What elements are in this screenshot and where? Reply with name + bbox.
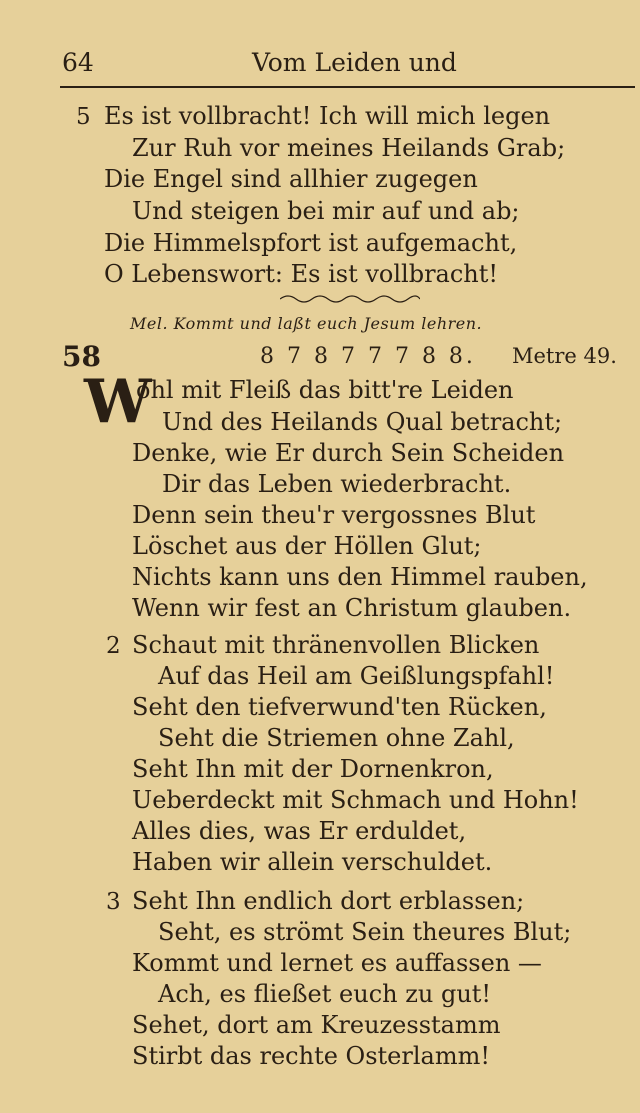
verse-line: Ueberdeckt mit Schmach und Hohn! [132, 786, 579, 814]
verse-number: 5 [76, 104, 91, 130]
verse-line: Wenn wir fest an Christum glauben. [132, 594, 572, 622]
verse-line: Auf das Heil am Geißlungspfahl! [158, 662, 555, 690]
verse-line: Schaut mit thränenvollen Blicken [132, 631, 540, 659]
hymn-number: 58 [62, 340, 101, 373]
verse-line: Stirbt das rechte Osterlamm! [132, 1042, 490, 1070]
verse-number: 2 [106, 633, 121, 659]
verse-line: Denn sein theu'r vergossnes Blut [132, 501, 536, 529]
verse-line: Alles dies, was Er erduldet, [132, 817, 467, 845]
verse-line: Zur Ruh vor meines Heilands Grab; [132, 134, 566, 162]
drop-cap: W [84, 367, 152, 437]
verse-line: Nichts kann uns den Himmel rauben, [132, 563, 588, 591]
verse-line: Löschet aus der Höllen Glut; [132, 532, 482, 560]
verse-line: O Lebenswort: Es ist vollbracht! [104, 260, 499, 288]
verse-line: Es ist vollbracht! Ich will mich legen [104, 102, 551, 130]
verse-line: Seht die Striemen ohne Zahl, [158, 724, 515, 752]
verse-line: Sehet, dort am Kreuzesstamm [132, 1011, 501, 1039]
meter-digits: 8 7 8 7 7 7 8 8. [260, 344, 476, 369]
verse-line: Denke, wie Er durch Sein Scheiden [132, 439, 565, 467]
verse-line: Kommt und lernet es auffassen — [132, 949, 542, 977]
verse-line: Ach, es fließet euch zu gut! [158, 980, 492, 1008]
running-header [62, 48, 600, 82]
verse-line: Die Himmelspfort ist aufgemacht, [104, 229, 518, 257]
verse-line: Und des Heilands Qual betracht; [162, 408, 563, 436]
meter-name: Metre 49. [512, 344, 617, 368]
running-title: Vom Leiden und [252, 48, 457, 77]
ornamental-divider [280, 293, 420, 305]
verse-line: Die Engel sind allhier zugegen [104, 165, 478, 193]
verse-line: Seht, es strömt Sein theures Blut; [158, 918, 572, 946]
header-rule [60, 86, 635, 88]
tune-reference: Mel. Kommt und laßt euch Jesum lehren. [130, 314, 483, 333]
verse-line: Seht Ihn mit der Dornenkron, [132, 755, 494, 783]
verse-number: 3 [106, 889, 121, 915]
verse-line: Und steigen bei mir auf und ab; [132, 197, 520, 225]
verse-line: Dir das Leben wiederbracht. [162, 470, 512, 498]
verse-line: ohl mit Fleiß das bitt're Leiden [136, 376, 514, 404]
verse-line: Haben wir allein verschuldet. [132, 848, 493, 876]
verse-line: Seht den tiefverwund'ten Rücken, [132, 693, 547, 721]
verse-line: Seht Ihn endlich dort erblassen; [132, 887, 525, 915]
page-number: 64 [62, 48, 94, 77]
